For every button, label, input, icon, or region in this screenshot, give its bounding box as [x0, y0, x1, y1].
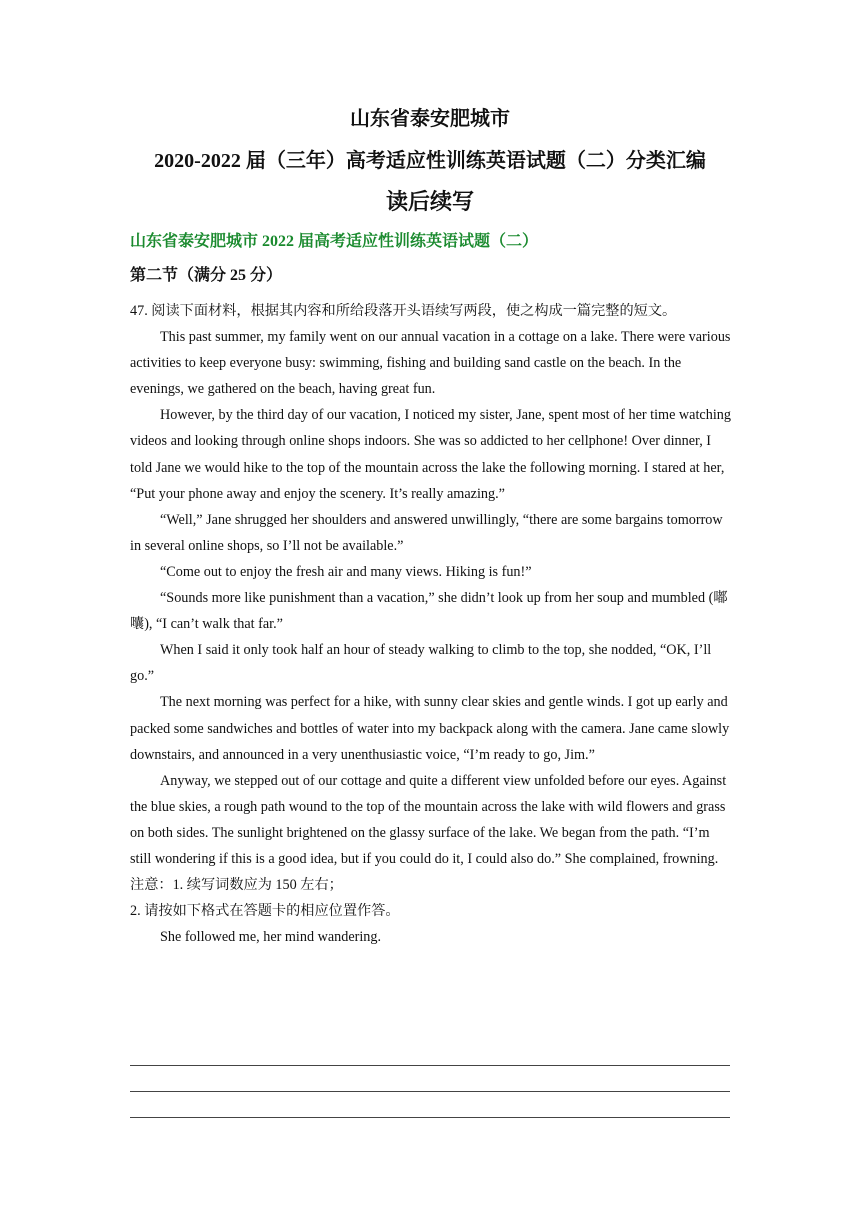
passage-paragraph: The next morning was perfect for a hike, with sunny clear skies and gentle winds. I got up early and packed some sandwiches and bottles of water into my backpack along with the camera. Jane came slowly downstairs, and announced in a very unenthusiastic voice, “I’m ready to go, Jim.”	[130, 694, 730, 763]
passage-paragraph: Anyway, we stepped out of our cottage and quite a different view unfolded before our eyes. Against the blue skies, a rough path wound to the top of the mountain across the lake with wild flowers and grass on both sides. The sunlight brightened on the glassy surface of the lake. We began from the path. “I’m still wondering if this is a good idea, but if you could do it, I could also do.” She complained, frowning.	[130, 772, 727, 867]
passage-paragraph: “Come out to enjoy the fresh air and many views. Hiking is fun!”	[160, 563, 532, 580]
part-heading: 第二节（满分 25 分）	[130, 267, 283, 284]
document-title-block	[0, 104, 860, 218]
passage-paragraph: This past summer, my family went on our annual vacation in a cottage on a lake. There were various activities to keep everyone busy: swimming, fishing and building sand castle on the beach. In the evenings, we gathered on the beach, having great fun.	[130, 329, 731, 398]
question-prompt: 47. 阅读下面材料，根据其内容和所给段落开头语续写两段，使之构成一篇完整的短文。	[130, 303, 677, 319]
passage-paragraph: “Well,” Jane shrugged her shoulders and answered unwillingly, “there are some bargains tomorrow in several online shops, so I’ll not be available.”	[130, 511, 723, 554]
passage-paragraph: When I said it only took half an hour of steady walking to climb to the top, she nodded, “OK, I’ll go.”	[130, 642, 712, 685]
question-body	[130, 298, 732, 950]
title-region: 山东省泰安肥城市	[350, 108, 510, 130]
answer-line	[130, 1092, 730, 1118]
answer-line	[130, 1040, 730, 1066]
continuation-starter: She followed me, her mind wandering.	[160, 929, 382, 946]
title-exam: 2020-2022 届（三年）高考适应性训练英语试题（二）分类汇编	[154, 150, 706, 172]
note-format: 2. 请按如下格式在答题卡的相应位置作答。	[130, 903, 400, 920]
note-word-count: 注意：1. 续写词数应为 150 左右；	[130, 877, 343, 894]
answer-line	[130, 1066, 730, 1092]
passage-paragraph: “Sounds more like punishment than a vacation,” she didn’t look up from her soup and mumbled (嘟囔), “I can’t walk that far.”	[130, 590, 728, 633]
section-heading: 山东省泰安肥城市 2022 届高考适应性训练英语试题（二）	[130, 233, 539, 250]
answer-lines	[130, 1040, 730, 1118]
title-topic: 读后续写	[385, 189, 474, 214]
passage-paragraph: However, by the third day of our vacation, I noticed my sister, Jane, spent most of her time watching videos and looking through online shops indoors. She was so addicted to her cellphone! Over dinner, I told Jane we would hike to the top of the mountain across the lake the following morning. I stared at her, “Put your phone away and enjoy the scenery. It’s really amazing.”	[130, 407, 731, 502]
